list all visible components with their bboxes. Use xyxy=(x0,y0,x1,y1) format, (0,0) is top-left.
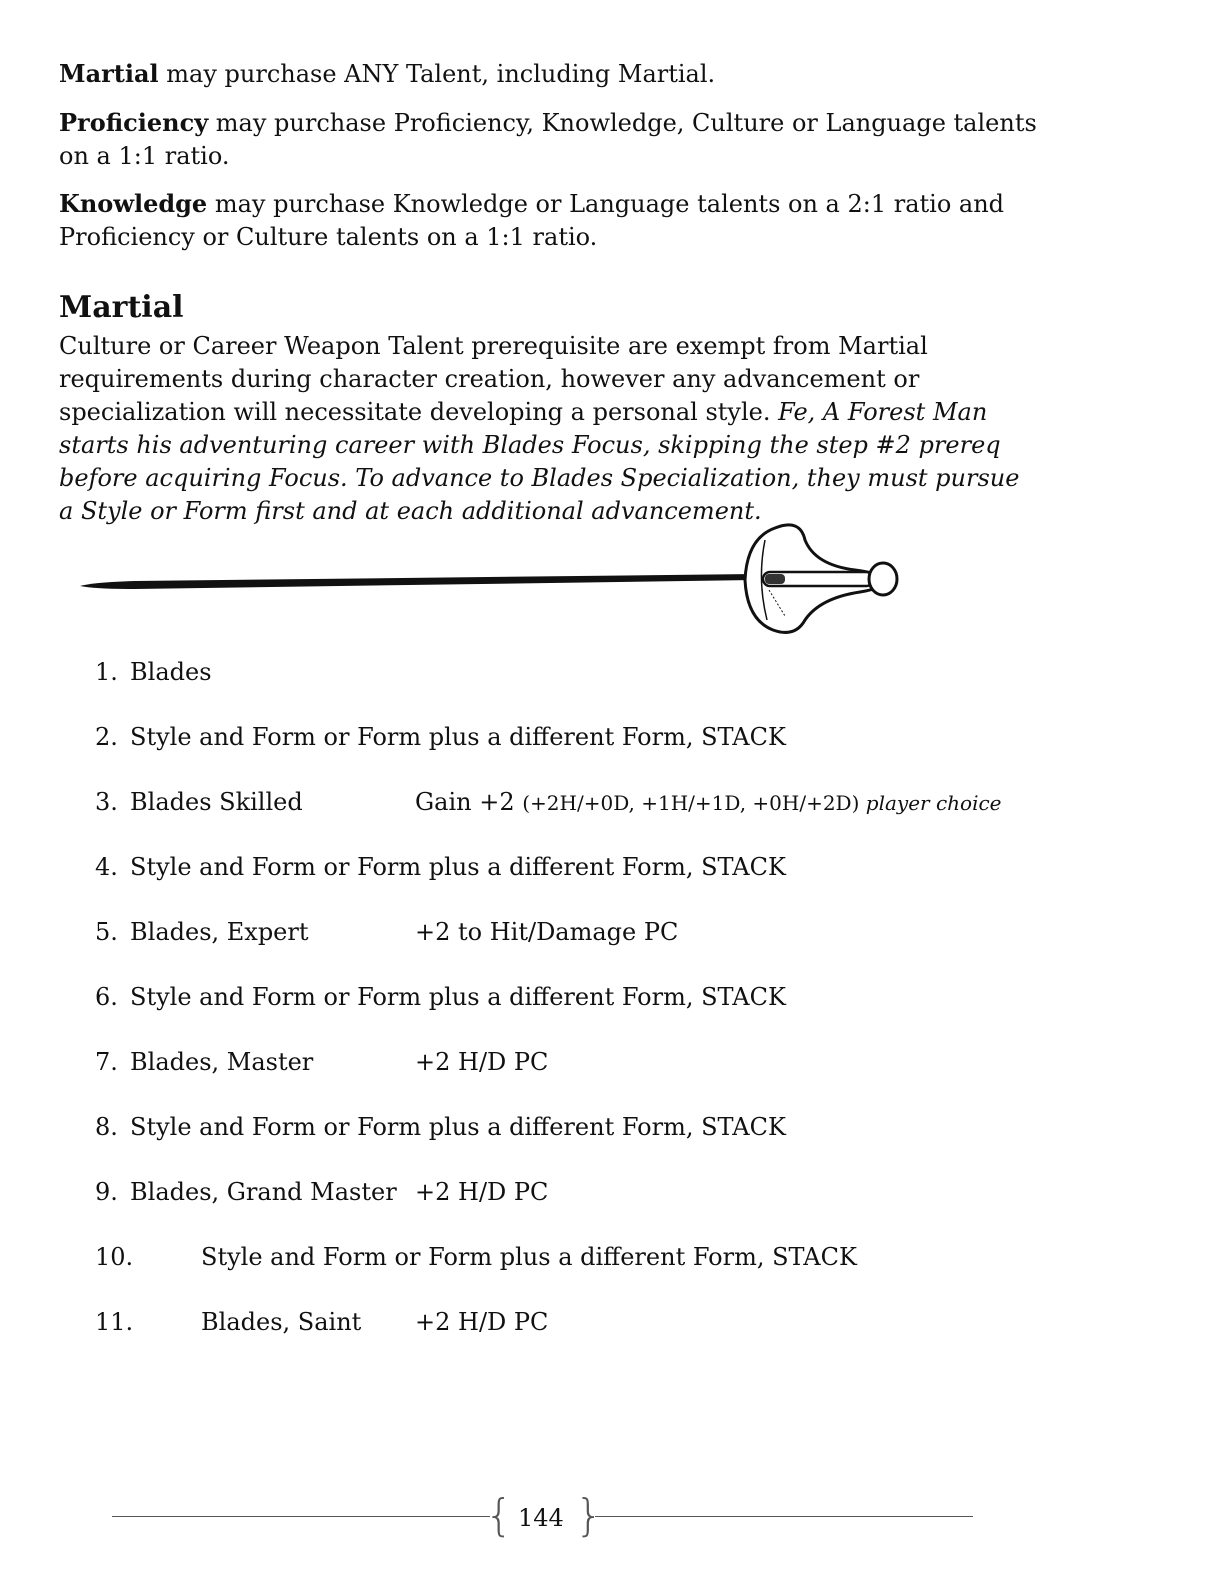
martial-example: Fe, A Forest Man starts his adventuring career with Blades Focus, skipping the step #2 prereq before acquiring Focus. To advance to Blades Specialization, they must pursue a Style or Form first and at each additional advancement. xyxy=(59,398,1020,525)
term-knowledge: Knowledge xyxy=(59,189,208,218)
item-number: 6. xyxy=(95,983,118,1011)
item-number: 9. xyxy=(95,1178,118,1206)
proficiency-purchase-rule xyxy=(59,106,1039,173)
term-martial: Martial xyxy=(59,59,159,88)
item-label: Blades, Saint xyxy=(201,1308,362,1336)
martial-heading: Martial xyxy=(59,290,184,325)
item-label: Style and Form or Form plus a different Form, STACK xyxy=(130,983,786,1011)
item-label: Style and Form or Form plus a different Form, STACK xyxy=(130,723,786,751)
item-label: Style and Form or Form plus a different Form, STACK xyxy=(201,1243,857,1271)
term-proficiency: Proficiency xyxy=(59,108,209,137)
martial-body-text: Culture or Career Weapon Talent prerequisite are exempt from Martial requirements during character creation, however any advancement or specialization will necessitate developing a personal style. xyxy=(59,332,928,426)
item-number: 5. xyxy=(95,918,118,946)
item-number: 10. xyxy=(95,1243,134,1271)
item-note-text: Gain +2 xyxy=(415,788,523,816)
martial-purchase-rule xyxy=(59,57,1039,91)
footer-rule-left xyxy=(112,1516,490,1517)
item-note: +2 H/D PC xyxy=(415,1308,549,1336)
item-number: 8. xyxy=(95,1113,118,1141)
item-number: 7. xyxy=(95,1048,118,1076)
item-label: Blades, Expert xyxy=(130,918,309,946)
item-detail-text: (+2H/+0D, +1H/+1D, +0H/+2D) xyxy=(522,791,866,815)
martial-body xyxy=(59,330,1034,528)
item-number: 2. xyxy=(95,723,118,751)
item-note: +2 H/D PC xyxy=(415,1048,549,1076)
knowledge-rule-text: may purchase Knowledge or Language talents on a 2:1 ratio and Proficiency or Culture talents on a 1:1 ratio. xyxy=(59,190,1005,251)
item-label: Blades, Master xyxy=(130,1048,314,1076)
proficiency-rule-text: may purchase Proficiency, Knowledge, Culture or Language talents on a 1:1 ratio. xyxy=(59,109,1037,170)
item-note: +2 H/D PC xyxy=(415,1178,549,1206)
footer-brace-right: } xyxy=(575,1490,603,1541)
item-number: 1. xyxy=(95,658,118,686)
item-label: Blades Skilled xyxy=(130,788,303,816)
item-number: 11. xyxy=(95,1308,134,1336)
item-label: Style and Form or Form plus a different Form, STACK xyxy=(130,853,786,881)
item-number: 3. xyxy=(95,788,118,816)
item-note-detail xyxy=(522,791,1001,815)
item-note: +2 to Hit/Damage PC xyxy=(415,918,679,946)
rapier-sword-icon xyxy=(75,520,905,638)
footer-rule-right xyxy=(595,1516,973,1517)
item-label: Blades, Grand Master xyxy=(130,1178,397,1206)
item-label: Style and Form or Form plus a different Form, STACK xyxy=(130,1113,786,1141)
knowledge-purchase-rule xyxy=(59,187,1039,254)
footer-brace-left: { xyxy=(485,1490,513,1541)
item-number: 4. xyxy=(95,853,118,881)
item-label: Blades xyxy=(130,658,212,686)
item-detail-italic: player choice xyxy=(865,791,1002,815)
martial-rule-text: may purchase ANY Talent, including Martial. xyxy=(158,60,716,88)
item-note xyxy=(415,786,1002,819)
page-number: 144 xyxy=(518,1504,564,1532)
